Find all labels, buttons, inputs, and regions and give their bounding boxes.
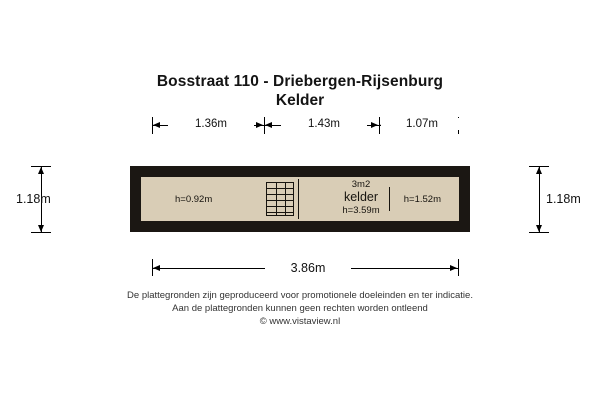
dim-label-seg2: 1.43m — [281, 118, 367, 130]
footer-line-2: Aan de plattegronden kunnen geen rechten worden ontleend — [172, 303, 428, 314]
right-dim-arrow-down — [536, 225, 542, 232]
center-room-labels — [305, 179, 417, 216]
footer-disclaimer — [0, 289, 600, 328]
right-dim-label: 1.18m — [546, 192, 581, 206]
dim-arrow-seg2-right — [371, 122, 378, 128]
dim-label-seg1: 1.36m — [168, 118, 254, 130]
page-title — [0, 72, 600, 110]
left-dim-tick-bottom — [31, 232, 51, 233]
dim-arrow-seg2-left — [265, 122, 272, 128]
left-dim-arrow-up — [38, 167, 44, 174]
right-dim-arrow-up — [536, 167, 542, 174]
right-dim-line — [539, 166, 540, 232]
stair-step — [267, 212, 293, 213]
staircase-icon — [266, 182, 294, 216]
title-address: Bosstraat 110 - Driebergen-Rijsenburg — [156, 73, 444, 90]
center-room-area: 3m2 — [351, 179, 371, 190]
footer-line-1: De plattegronden zijn geproduceerd voor promotionele doeleinden en ter indicatie. — [127, 290, 473, 301]
left-dim-label: 1.18m — [16, 192, 51, 206]
title-floor: Kelder — [275, 92, 325, 109]
bottom-dim-label: 3.86m — [265, 261, 351, 275]
stair-step — [267, 188, 293, 189]
stair-step — [267, 200, 293, 201]
dim-label-seg3: 1.07m — [381, 118, 463, 130]
center-room-height-label: h=3.59m — [342, 205, 380, 216]
bottom-dim-arrow-left — [153, 265, 160, 271]
stair-rail — [285, 183, 286, 215]
bottom-dim-arrow-right — [450, 265, 457, 271]
right-room-height-label: h=1.52m — [403, 194, 441, 205]
left-room-height-label: h=0.92m — [175, 194, 213, 205]
floorplan-interior — [141, 177, 459, 221]
stair-rail — [276, 183, 277, 215]
stair-step — [267, 194, 293, 195]
center-room-name: kelder — [343, 190, 379, 204]
floorplan-walls — [130, 166, 470, 232]
divider-left — [298, 179, 299, 219]
dim-arrow-seg1-left — [153, 122, 160, 128]
footer-copyright: © www.vistaview.nl — [259, 316, 341, 327]
right-dim-tick-bottom — [529, 232, 549, 233]
dim-arrow-seg1-right — [256, 122, 263, 128]
left-dim-arrow-down — [38, 225, 44, 232]
stair-step — [267, 206, 293, 207]
bottom-dim-tick-right — [458, 259, 459, 276]
